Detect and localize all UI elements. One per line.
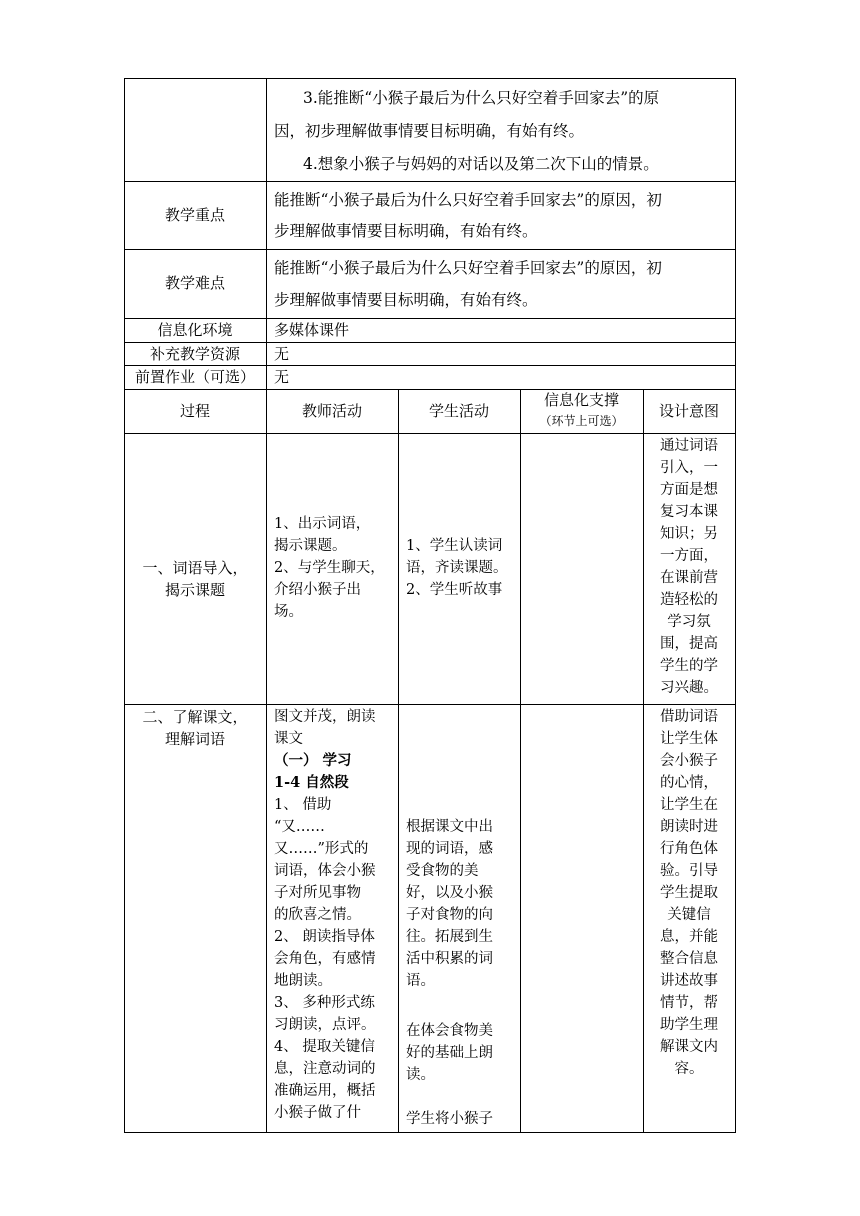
text-line: 容。: [674, 1061, 704, 1077]
homework-value: 无: [274, 368, 290, 386]
text-line: 息，并能: [660, 929, 718, 945]
header-it-support: 信息化支撑: [543, 391, 619, 409]
rule: [124, 181, 736, 182]
header-process: 过程: [179, 402, 210, 420]
text-line: 1、出示词语，: [274, 516, 371, 532]
text-line: 一方面，: [660, 548, 718, 564]
text-line: 2、学生听故事: [406, 582, 503, 598]
key-point-line2: 步理解做事情要目标明确，有始有终。: [274, 222, 538, 240]
difficulty-line2: 步理解做事情要目标明确，有始有终。: [274, 291, 538, 309]
text-line: 图文并茂，朗读: [274, 709, 376, 725]
header-it-support-note: （环节上可选）: [539, 414, 624, 428]
text-line: 又……”形式的: [274, 841, 369, 857]
text-line: 根据课文中出: [406, 819, 493, 835]
text-line: 方面是想: [660, 482, 718, 498]
text-line: 造轻松的: [660, 592, 718, 608]
text-line: 1、学生认读词: [406, 538, 503, 554]
row1-process-line: 揭示课题: [164, 581, 225, 599]
row2-design-intent: [643, 706, 735, 1080]
text-line: 准确运用，概括: [274, 1083, 376, 1099]
header-teacher: 教师活动: [301, 402, 362, 420]
row2-process-line: 二、了解课文，: [142, 708, 248, 726]
text-line: 朗读时进: [660, 819, 718, 835]
row1-student-activity: [406, 535, 508, 601]
text-line: 受食物的美: [406, 863, 479, 879]
section-heading: 1-4 自然段: [274, 774, 349, 791]
text-line: 习兴趣。: [660, 680, 718, 696]
rule: [266, 78, 267, 1133]
text-line: 语，齐读课题。: [406, 560, 508, 576]
text-line: 介绍小猴子出: [274, 582, 361, 598]
environment-value: 多媒体课件: [274, 321, 350, 339]
text-line: 通过词语: [660, 438, 718, 454]
text-line: 1、 借助: [274, 797, 332, 813]
text-line: 地朗读。: [274, 973, 332, 989]
homework-label: 前置作业（可选）: [134, 368, 255, 386]
text-line: 围，提高: [660, 636, 718, 652]
rule: [124, 704, 736, 705]
text-line: 的心情，: [660, 775, 718, 791]
text-line: 学生的学: [660, 658, 718, 674]
text-line: 语。: [406, 973, 435, 989]
section-heading: （一） 学习: [274, 752, 352, 769]
text-line: 知识；另: [660, 526, 718, 542]
text-line: 揭示课题。: [274, 538, 347, 554]
text-line: 让学生在: [660, 797, 718, 813]
text-line: “又……: [274, 819, 325, 835]
objective-4: 4.想象小猴子与妈妈的对话以及第二次下山的情景。: [303, 155, 659, 173]
text-line: 助学生理: [660, 1017, 718, 1033]
text-line: 2、 朗读指导体: [274, 929, 375, 945]
text-line: 4、 提取关键信: [274, 1039, 375, 1055]
rule: [398, 389, 399, 1133]
row2-student-activity-b: [406, 1020, 493, 1086]
rule: [124, 1132, 736, 1133]
text-line: 小猴子做了什: [274, 1105, 361, 1121]
text-line: 学生提取: [660, 885, 718, 901]
text-line: 活中积累的词: [406, 951, 493, 967]
header-student: 学生活动: [428, 402, 489, 420]
text-line: 习朗读，点评。: [274, 1017, 376, 1033]
header-design: 设计意图: [658, 402, 719, 420]
row2-student-activity-c: [406, 1108, 493, 1130]
rule: [124, 433, 736, 434]
rule: [735, 78, 736, 1133]
row2-student-activity: [406, 816, 493, 992]
text-line: 引入，一: [660, 460, 718, 476]
text-line: 课文: [274, 731, 303, 747]
text-line: 场。: [274, 604, 303, 620]
row2-teacher-activity: [274, 706, 376, 1124]
key-point-line1: 能推断“小猴子最后为什么只好空着手回家去”的原因，初: [274, 191, 662, 209]
text-line: 好的基础上朗: [406, 1045, 493, 1061]
text-line: 在课前营: [660, 570, 718, 586]
text-line: 在体会食物美: [406, 1023, 493, 1039]
rule: [124, 249, 736, 250]
text-line: 会小猴子: [660, 753, 718, 769]
resources-label: 补充教学资源: [149, 345, 240, 363]
text-line: 息，注意动词的: [274, 1061, 376, 1077]
text-line: 验。引导: [660, 863, 718, 879]
text-line: 借助词语: [660, 709, 718, 725]
objective-3-line2: 因，初步理解做事情要目标明确，有始有终。: [274, 122, 585, 140]
objective-3-line1: 3.能推断“小猴子最后为什么只好空着手回家去”的原: [303, 89, 660, 107]
text-line: 好，以及小猴: [406, 885, 493, 901]
text-line: 关键信: [667, 907, 711, 923]
row2-process-line: 理解词语: [164, 730, 225, 748]
resources-value: 无: [274, 345, 290, 363]
text-line: 会角色，有感情: [274, 951, 376, 967]
text-line: 让学生体: [660, 731, 718, 747]
text-line: 解课文内: [660, 1039, 718, 1055]
text-line: 整合信息: [660, 951, 718, 967]
rule: [124, 78, 125, 1133]
text-line: 复习本课: [660, 504, 718, 520]
text-line: 往。拓展到生: [406, 929, 493, 945]
rule: [520, 389, 521, 1133]
text-line: 子对食物的向: [406, 907, 493, 923]
text-line: 学生将小猴子: [406, 1111, 493, 1127]
difficulty-label: 教学难点: [164, 274, 225, 292]
text-line: 的欣喜之情。: [274, 907, 361, 923]
text-line: 3、 多种形式练: [274, 995, 375, 1011]
text-line: 讲述故事: [660, 973, 718, 989]
text-line: 学习氛: [667, 614, 711, 630]
rule: [124, 78, 736, 79]
rule: [124, 389, 736, 390]
difficulty-line1: 能推断“小猴子最后为什么只好空着手回家去”的原因，初: [274, 259, 662, 277]
text-line: 现的词语，感: [406, 841, 493, 857]
row1-design-intent: [643, 435, 735, 699]
text-line: 2、与学生聊天，: [274, 560, 385, 576]
key-point-label: 教学重点: [164, 206, 225, 224]
text-line: 子对所见事物: [274, 885, 361, 901]
text-line: 读。: [406, 1067, 435, 1083]
text-line: 词语，体会小猴: [274, 863, 376, 879]
row1-process-line: 一、词语导入，: [142, 559, 248, 577]
environment-label: 信息化环境: [157, 321, 233, 339]
text-line: 行角色体: [660, 841, 718, 857]
text-line: 情节，帮: [660, 995, 718, 1011]
row1-teacher-activity: [274, 513, 385, 623]
